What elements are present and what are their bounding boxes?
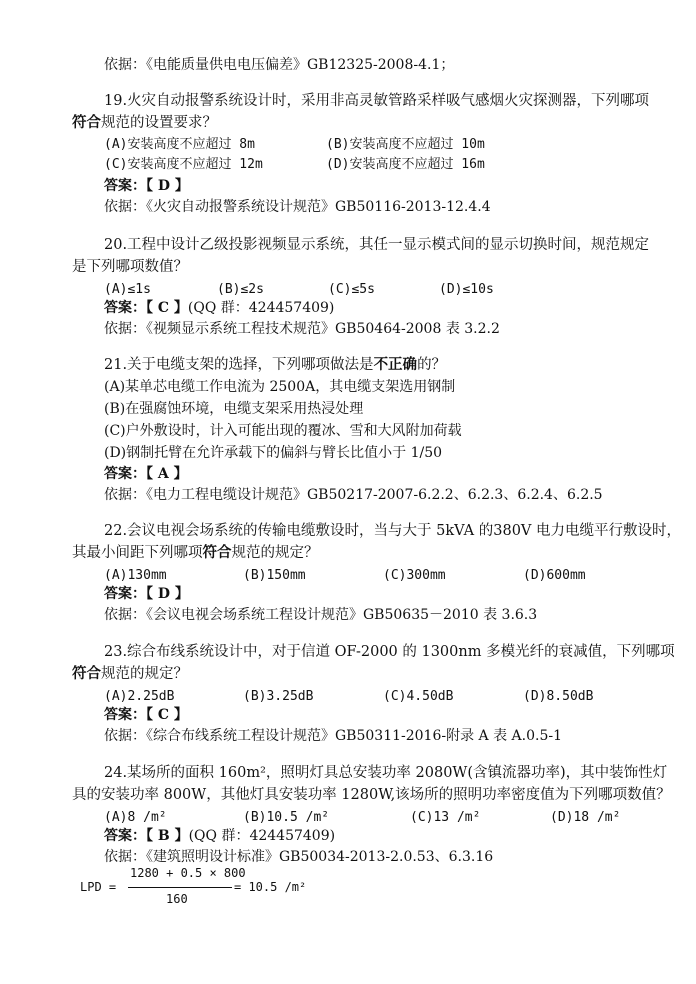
option-a: (A)8 /m² bbox=[104, 810, 167, 825]
question-stem-cont: 符合规范的设置要求？ bbox=[72, 114, 217, 131]
answer: 答案：【 A 】 bbox=[104, 466, 188, 482]
option-d: (D)安装高度不应超过 16m bbox=[326, 157, 485, 172]
option-c: (C)300mm bbox=[383, 568, 446, 583]
option-b: (B)安装高度不应超过 10m bbox=[326, 137, 485, 152]
question-stem: 19.火灾自动报警系统设计时，采用非高灵敏管路采样吸气感烟火灾探测器，下列哪项 bbox=[104, 93, 650, 109]
option-d: (D)8.50dB bbox=[523, 689, 594, 704]
answer: 答案：【 B 】(QQ 群：424457409) bbox=[104, 828, 336, 844]
question-stem-cont: 其最小间距下列哪项符合规范的规定？ bbox=[72, 544, 319, 561]
question-stem: 20.工程中设计乙级投影视频显示系统，其任一显示模式间的显示切换时间，规范规定 bbox=[104, 237, 650, 253]
option-c: (C)4.50dB bbox=[383, 689, 454, 704]
basis-previous: 依据：《电能质量供电电压偏差》GB12325-2008-4.1； bbox=[104, 57, 455, 73]
option-d: (D)钢制托臂在允许承载下的偏斜与臂长比值小于 1/50 bbox=[104, 445, 443, 461]
answer: 答案：【 C 】 bbox=[104, 707, 188, 723]
question-stem: 21.关于电缆支架的选择，下列哪项做法是不正确的？ bbox=[104, 356, 447, 373]
basis: 依据：《会议电视会场系统工程设计规范》GB50635－2010 表 3.6.3 bbox=[104, 607, 538, 623]
option-d: (D)18 /m² bbox=[550, 810, 621, 825]
option-a: (A)≤1s bbox=[104, 282, 151, 297]
question-stem-cont: 符合规范的规定？ bbox=[72, 665, 188, 682]
basis: 依据：《视频显示系统工程技术规范》GB50464-2008 表 3.2.2 bbox=[104, 321, 500, 337]
question-stem-cont: 具的安装功率 800W，其他灯具安装功率 1280W,该场所的照明功率密度值为下列哪项数值？ bbox=[72, 787, 671, 803]
formula-result: = 10.5 /m² bbox=[234, 880, 307, 894]
option-b: (B)3.25dB bbox=[243, 689, 314, 704]
formula-lhs: LPD = bbox=[80, 880, 117, 894]
option-a: (A)130mm bbox=[104, 568, 167, 583]
fraction-bar bbox=[128, 887, 232, 888]
basis: 依据：《火灾自动报警系统设计规范》GB50116-2013-12.4.4 bbox=[104, 199, 491, 215]
option-a: (A)安装高度不应超过 8m bbox=[104, 137, 255, 152]
answer: 答案：【 C 】(QQ 群：424457409) bbox=[104, 300, 335, 316]
formula-numerator: 1280 + 0.5 × 800 bbox=[130, 866, 246, 880]
basis: 依据：《电力工程电缆设计规范》GB50217-2007-6.2.2、6.2.3、6.2.4、6.2.5 bbox=[104, 487, 603, 503]
question-stem-cont: 是下列哪项数值？ bbox=[72, 259, 188, 275]
option-b: (B)150mm bbox=[243, 568, 306, 583]
option-a: (A)某单芯电缆工作电流为 2500A，其电缆支架选用钢制 bbox=[104, 379, 456, 395]
option-c: (C)户外敷设时，计入可能出现的覆冰、雪和大风附加荷载 bbox=[104, 423, 462, 439]
option-d: (D)600mm bbox=[523, 568, 586, 583]
answer: 答案：【 D 】 bbox=[104, 586, 189, 602]
question-stem: 24.某场所的面积 160m²，照明灯具总安装功率 2080W(含镇流器功率)，其中装饰性灯 bbox=[104, 765, 668, 781]
option-b: (B)在强腐蚀环境，电缆支架采用热浸处理 bbox=[104, 401, 364, 417]
option-a: (A)2.25dB bbox=[104, 689, 175, 704]
question-stem: 22.会议电视会场系统的传输电缆敷设时，当与大于 5kVA 的380V 电力电缆平行敷设时， bbox=[104, 523, 682, 539]
option-c: (C)≤5s bbox=[328, 282, 375, 297]
option-d: (D)≤10s bbox=[439, 282, 494, 297]
basis: 依据：《综合布线系统工程设计规范》GB50311-2016-附录 A 表 A.0.5-1 bbox=[104, 728, 563, 744]
answer: 答案：【 D 】 bbox=[104, 178, 189, 194]
option-b: (B)≤2s bbox=[217, 282, 264, 297]
option-c: (C)13 /m² bbox=[410, 810, 481, 825]
formula-denominator: 160 bbox=[166, 892, 188, 906]
basis: 依据：《建筑照明设计标准》GB50034-2013-2.0.53、6.3.16 bbox=[104, 849, 494, 865]
option-b: (B)10.5 /m² bbox=[243, 810, 330, 825]
option-c: (C)安装高度不应超过 12m bbox=[104, 157, 263, 172]
question-stem: 23.综合布线系统设计中，对于信道 OF-2000 的 1300nm 多模光纤的衰减值，下列哪项 bbox=[104, 644, 675, 660]
